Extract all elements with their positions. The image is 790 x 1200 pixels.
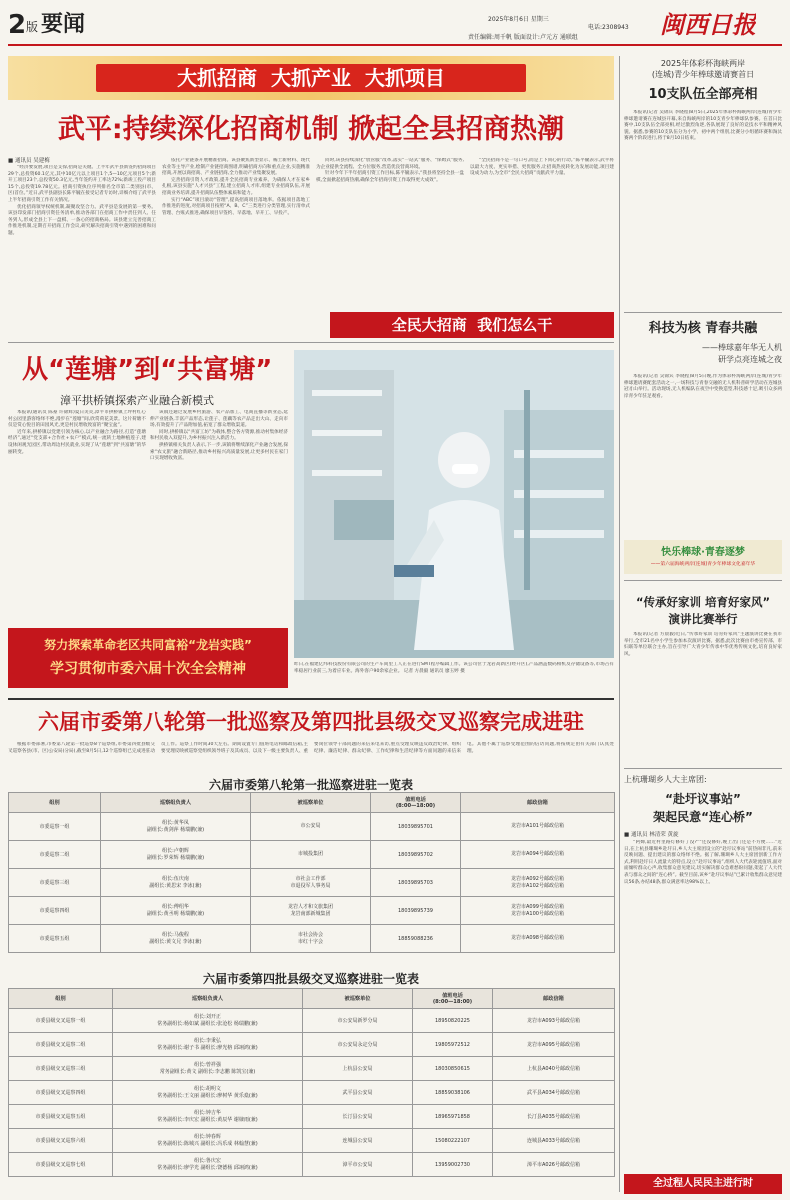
leader-cell: 组长:傅绍华 副组长:黄丞明 杨瑞鹏(兼) xyxy=(101,897,251,925)
right-story1-text: 本报讯(记者 吴锦宾 李晓程)8月5日,2025年体彩杯海峡两岸(连城)青少年棒球邀请赛在连城县开幕,来自海峡两岸的10支青少年棒球队参赛。在首日比赛中,10支队伍全部亮相,经过激烈角逐,各队展现了良好的竞技水平和精神风貌。据悉,参赛的10支队伍分为小学、初中两个组别,比赛分小组循环赛和淘汰赛两个阶段进行,将于8月10日结束。 xyxy=(624,110,782,142)
leader-cell: 组长:曾祥强 常务副组长:黄文 副组长:李志鹏 陈凯宝(兼) xyxy=(113,1057,303,1081)
right-story1-body xyxy=(624,110,782,306)
newspaper-logo: 闽西日报 xyxy=(660,11,756,39)
feature-paragraph: 该镇还通过发展乡村旅游、农产品加工、电商直播等新业态,延伸产业链条,丰富产品形态,让莲子、莲藕等农产品走出大山、走向市场,有效提升了产品附加值,拓宽了群众增收渠道。 xyxy=(150,410,288,429)
unit-cell: 市公安局新罗分局 xyxy=(303,1009,413,1033)
section-title: 要闻 xyxy=(41,12,86,37)
mailbox-cell: 龙岩市A094号邮政信箱 xyxy=(461,841,615,869)
column-header: 巡察组负责人 xyxy=(113,989,303,1009)
unit-name: 龙岩南部新城集团 xyxy=(290,910,331,917)
group-cell: 市委县级交叉巡察四组 xyxy=(9,1081,113,1105)
feature-paragraph: 近年来,拱桥镇以党建引领为核心,以产业融合为路径,打造“莲塘经济”,通过“党支部+合作社+农户”模式,统一流转土地种植莲子,建设休闲观光园区,带动周边村民就业,实现了从“莲塘”到“共富塘”的华丽转变。 xyxy=(8,429,146,455)
leader-cell: 组长:卢朝辉 副组长:罗荣辉 杨瑞鹏(兼) xyxy=(101,841,251,869)
slogan-line-1: 努力探索革命老区共同富裕“龙岩实践” xyxy=(44,638,252,652)
phone-cell: 18039895702 xyxy=(371,841,461,869)
banner-line-2: ——第六届海峡两岸(连城)青少年棒球文化嘉年华 xyxy=(650,562,756,567)
lead-paragraph: “经济要发展,项目是支撑,招商是关键。上半年武平县新签约招商项目29个,总投资60.1亿元,其中10亿元以上项目1个,5—10亿元项目5个;新开工项目23个,总投资50.3亿元,当年签约开工率达72%;新竣工投产项目15个,总投资19.78亿元。招商引资执位序列排名全市第二类别县(市、区)首位。”近日,武平县副县长陈平毓在接受记者专访时,详细介绍了武平县上半年招商引资工作有关情况。 xyxy=(8,165,156,203)
news-photo xyxy=(294,350,614,658)
mailbox-cell: 长汀县A035号邮政信箱 xyxy=(493,1105,615,1129)
mailbox-cell: 龙岩市A099号邮政信箱 龙岩市A100号邮政信箱 xyxy=(461,897,615,925)
phone-cell: 15080222107 xyxy=(413,1129,493,1153)
unit-name: 市城投集团 xyxy=(297,851,323,857)
unit-cell: 长汀县公安局 xyxy=(303,1105,413,1129)
lead-paragraph: “全民招商不是一句口号,而是上下同心的行动。”陈平毓表示,武平将以最大力度、更实举措、更优服务,让招商热度转化为发展动能,项目建设成为动力,为全市“全民大招商”贡献武平力量。 xyxy=(470,158,614,177)
slogan-line-2: 学习贯彻市委六届十次全会精神 xyxy=(50,661,246,677)
unit-cell: 市公安局永定分局 xyxy=(303,1033,413,1057)
column-header: 邮政信箱 xyxy=(461,793,615,813)
masthead-rule xyxy=(8,44,782,46)
group-cell: 市委巡察三组 xyxy=(9,869,101,897)
masthead xyxy=(8,10,782,44)
lead-paragraph: 同时,该县持续深化“放管服”改革,落实“一站式”服务、“保姆式”服务,为企业提供全流程、全方位服务,营造优良营商环境。 xyxy=(316,158,464,170)
column-header: 巡察组负责人 xyxy=(101,793,251,813)
inspection-intro xyxy=(8,742,614,774)
mailbox-cell: 漳平市A026号邮政信箱 xyxy=(493,1153,615,1177)
table-row xyxy=(9,1081,615,1105)
table-row xyxy=(9,1129,615,1153)
unit-cell xyxy=(251,897,371,925)
table-row xyxy=(9,897,615,925)
unit-cell: 漳平市公安局 xyxy=(303,1153,413,1177)
group-cell: 市委县级交叉巡察二组 xyxy=(9,1033,113,1057)
table-row xyxy=(9,1033,615,1057)
right-rule xyxy=(624,580,782,581)
table-row xyxy=(9,1057,615,1081)
leader-cell: 组长:鲁庆宏 常务副组长:廖学光 副组长:饶德杨 邱翊鸿(兼) xyxy=(113,1153,303,1177)
leader-cell: 组长:刘开正 常务副组长:杨如斌 副组长:张沧松 杨瑞鹏(兼) xyxy=(113,1009,303,1033)
phone-cell: 18039895703 xyxy=(371,869,461,897)
unit-name: 市退役军人事务局 xyxy=(290,882,331,889)
campaign-banner xyxy=(8,56,614,100)
table-row xyxy=(9,1009,615,1033)
column-header: 值班电话 (8:00—18:00) xyxy=(413,989,493,1009)
leader-cell: 组长:胡明文 常务副组长:王文丽 副组长:廖树华 黄乐燊(兼) xyxy=(113,1081,303,1105)
right-story4-byline: ■ 通讯员 林清荣 黄旋 xyxy=(624,832,679,838)
page-number: 2 xyxy=(8,10,27,40)
right-column-divider xyxy=(619,56,620,1192)
page-number-suffix: 版 xyxy=(26,20,39,34)
phone-cell: 18039895739 xyxy=(371,897,461,925)
leader-cell: 组长:钟春辉 常务副组长:陈城兴 副组长:冯乐成 林翰慧(兼) xyxy=(113,1129,303,1153)
table-row xyxy=(9,1105,615,1129)
column-header: 邮政信箱 xyxy=(493,989,615,1009)
table2-title: 六届市委第四批县级交叉巡察进驻一览表 xyxy=(202,972,419,986)
right-story4-body xyxy=(624,840,782,1170)
mailbox-cell: 龙岩市A092号邮政信箱 龙岩市A102号邮政信箱 xyxy=(461,869,615,897)
unit-name: 龙岩人才和文旅集团 xyxy=(287,903,333,910)
right-story1-headline: 10支队伍全部亮相 xyxy=(648,87,758,102)
right-story3-headline: “传承好家训 培育好家风” 演讲比赛举行 xyxy=(635,595,771,626)
section-rule xyxy=(8,698,614,700)
feature-paragraph: 拱桥镇相关负责人表示,下一步,该镇将继续深化产业融合发展,探索“农文旅”融合新路径,推动乡村振兴高质量发展,让更多村民在家门口实现增收致富。 xyxy=(150,442,288,462)
feature-paragraph: 同时,拱桥镇以“共富工坊”为载体,整合各方资源,推动村集体经济和村民收入双提升,为乡村振兴注入新活力。 xyxy=(150,429,288,442)
column-rule xyxy=(8,342,614,343)
campaign-slogan: 大抓招商 大抓产业 大抓项目 xyxy=(177,66,445,90)
feature-headline: 从“莲塘”到“共富塘” xyxy=(22,355,273,385)
right-story4-text: “阿婶,最近村里路灯修好了没?”“还没修好,晚上出门还是不方便……”近日,在上杭县珊瑚乡赴圩日,乡人大主席团设立的“赴圩议事站”前热闹非凡,前来反映问题、提出建议的群众络绎不绝。据了解,珊瑚乡人大主席团创新工作方式,利用赴圩日人流量大的特点,设立“赴圩议事站”,组织人大代表轮流值班,面对面倾听群众心声,收集群众意见建议,切实解决群众急难愁盼问题,架起了人大代表与群众之间的“连心桥”。截至目前,该乡“赴圩议事站”已累计收集群众意见建议56条,办结48条,群众满意率达98%以上。 xyxy=(624,840,782,885)
lead-paragraph: 完善招商引资人才政策,提升全民招商专业素养。为确保人才在家乡扎根,该县实施“人才兴县”工程,建立招商人才库,组建专业招商队伍,开展招商业务培训,提升招商队伍整体素质和能力。 xyxy=(162,177,310,196)
inspection-table-2 xyxy=(8,988,615,1177)
leader-cell: 组长:马俊程 副组长:黄文兄 李冰(兼) xyxy=(101,925,251,953)
inspection-headline: 六届市委第八轮第一批巡察及第四批县级交叉巡察完成进驻 xyxy=(38,710,584,734)
lead-paragraph: 依托产业链条开展精准招商。该县聚焦新型显示、稀土新材料、现代农业等主导产业,绘制产业链招商图谱,明确招商方向和重点企业,实施精准招商,开展以商招商、产业链招商,全力推动产业集聚发展。 xyxy=(162,158,310,177)
column-header: 值班电话 (8:00—18:00) xyxy=(371,793,461,813)
right-footer-banner: 全过程人民民主进行时 xyxy=(624,1174,782,1194)
slogan-banner xyxy=(8,628,288,688)
mailbox-cell: 上杭县A040号邮政信箱 xyxy=(493,1057,615,1081)
group-cell: 市委县级交叉巡察一组 xyxy=(9,1009,113,1033)
unit-cell: 武平县公安局 xyxy=(303,1081,413,1105)
inspection-table-1 xyxy=(8,792,615,953)
mailbox-cell: 龙岩市A098号邮政信箱 xyxy=(461,925,615,953)
phone-cell: 18859038106 xyxy=(413,1081,493,1105)
inspection-intro-text: 根据市委部署,市委第八轮第一批巡察8个巡察组,市委第四批县级交叉巡察各县(市、区)公安局(分局),截至8月5日,12个巡察组已完成进驻动员工作。巡察工作时间30天左右。期间设置专门值班电话和邮政信箱,主要受理反映被巡察党组织领导班子及其成员、以及下一级主要负责人、重要岗位领导干部问题的来信来电来访,重点受理反映违反政治纪律、组织纪律、廉洁纪律、群众纪律、工作纪律和生活纪律等方面问题的来信来电。其他不属于巡察受理范围的信访问题,将按规定由有关部门认真处理。 xyxy=(8,742,614,754)
lead-paragraph: 实行“ABC”项目滚动“管理”,提高招商项目落地率。依据项目落地工作推进的进度,对招商项目按照“A、B、C”三类进行分类管理,实行清单式管理、台账式推进,确保项目早签约、早落地、早开工、早投产。 xyxy=(162,197,310,216)
right-story4-headline: “赴圩议事站” 架起民意“连心桥” xyxy=(653,792,753,824)
lead-byline: ■ 通讯员 吴建梅 xyxy=(8,158,50,164)
column-header: 组别 xyxy=(9,989,113,1009)
group-cell: 市委县级交叉巡察五组 xyxy=(9,1105,113,1129)
table-row xyxy=(9,841,615,869)
phone-cell: 13959002730 xyxy=(413,1153,493,1177)
right-rule xyxy=(624,312,782,313)
leader-cell: 组长:伍庆南 副组长:黄思宋 李冰(兼) xyxy=(101,869,251,897)
mailbox-cell: 龙岩市A095号邮政信箱 xyxy=(493,1033,615,1057)
table-header-row xyxy=(9,989,615,1009)
mailbox-cell: 龙岩市A093号邮政信箱 xyxy=(493,1009,615,1033)
table-row xyxy=(9,1153,615,1177)
mailbox-cell: 武平县A034号邮政信箱 xyxy=(493,1081,615,1105)
unit-cell xyxy=(251,841,371,869)
feature-subhead: 漳平拱桥镇探索产业融合新模式 xyxy=(60,394,214,407)
group-cell: 市委县级交叉巡察六组 xyxy=(9,1129,113,1153)
right-kicker: 2025年体彩杯海峡两岸 (连城)青少年棒球邀请赛首日 xyxy=(651,59,755,79)
unit-name: 市公安局 xyxy=(300,823,321,829)
column-header: 组别 xyxy=(9,793,101,813)
group-cell: 市委巡察五组 xyxy=(9,925,101,953)
table-row xyxy=(9,869,615,897)
right-story2-banner xyxy=(624,540,782,574)
phone-line: 电话:2308943 xyxy=(588,24,629,31)
leader-cell: 组长:钟吉华 常务副组长:李庆宏 副组长:黄辰华 谢棣雨(兼) xyxy=(113,1105,303,1129)
unit-cell: 上杭县公安局 xyxy=(303,1057,413,1081)
right-story2-subhead: ——棒球嘉年华无人机 研学点亮连城之夜 xyxy=(702,343,782,364)
right-story2-headline: 科技为核 青春共融 xyxy=(648,321,758,336)
editor-line: 责任编辑:周千帆 版面设计:卢元方 通联组 xyxy=(468,34,578,41)
lead-column-4 xyxy=(470,158,614,308)
phone-cell: 19805972512 xyxy=(413,1033,493,1057)
group-cell: 市委巡察四组 xyxy=(9,897,101,925)
right-story3-text: 本报讯(记者 方晨毅)近日,“传承好家训 培育好家风”主题演讲比赛在我市举行,全市21名中小学生参加本次演讲比赛。据悉,此次比赛由市委宣传部、市妇联等单位联合主办,旨在引导广大青少年传承中华优秀传统文化,培育良好家风。 xyxy=(624,632,782,657)
lead-column-3 xyxy=(316,158,464,308)
unit-name: 市红十字会 xyxy=(297,938,323,945)
lead-column-2 xyxy=(162,158,310,326)
unit-name: 市社会工作部 xyxy=(295,875,326,882)
table1-title: 六届市委第八轮第一批巡察进驻一览表 xyxy=(208,778,413,792)
group-cell: 市委县级交叉巡察三组 xyxy=(9,1057,113,1081)
table-row xyxy=(9,925,615,953)
leader-cell: 组长:李秉弘 常务副组长:谢子书 副组长:廖光榕 邱翊鸿(兼) xyxy=(113,1033,303,1057)
lead-column-1 xyxy=(8,165,156,321)
table-row xyxy=(9,813,615,841)
group-cell: 市委巡察一组 xyxy=(9,813,101,841)
column-header: 被巡察单位 xyxy=(251,793,371,813)
photo-caption xyxy=(294,662,614,692)
mailbox-cell: 连城县A033号邮政信箱 xyxy=(493,1129,615,1153)
column-header: 被巡察单位 xyxy=(303,989,413,1009)
photo-credit: 记者 方晨毅 通讯员 廖玉婷 摄 xyxy=(403,668,465,674)
mailbox-cell: 龙岩市A101号邮政信箱 xyxy=(461,813,615,841)
unit-cell xyxy=(251,869,371,897)
right-story3-body xyxy=(624,632,782,762)
feature-paragraph: 本报讯(通讯员 陈豪 许锦辉)夏日炎炎,漳平市拱桥镇上坪村红心村公园里游客络绎不绝,漫步在“莲塘”间,欣赏荷花美景。这片荷塘不仅是赏心悦目的田园风光,更是村民增收致富的“聚宝盆”。 xyxy=(8,410,146,429)
feature-column-1 xyxy=(8,410,146,626)
unit-cell: 连城县公安局 xyxy=(303,1129,413,1153)
phone-cell: 18030850615 xyxy=(413,1057,493,1081)
table-header-row xyxy=(9,793,615,813)
unit-cell xyxy=(251,813,371,841)
lead-slogan-box: 全民大招商 我们怎么干 xyxy=(330,312,614,338)
date-line: 2025年8月6日 星期三 xyxy=(488,16,549,23)
unit-name: 市社会协会 xyxy=(297,931,323,938)
lead-paragraph: 针对今年下半年招商引资工作目标,陈平毓表示,“我县将坚持全县一盘棋,全面掀起招商热潮,确保全年招商引资工作取得更大成效”。 xyxy=(316,171,464,183)
unit-cell xyxy=(251,925,371,953)
banner-line-1: 快乐棒球·青春逐梦 xyxy=(661,547,745,558)
group-cell: 市委巡察二组 xyxy=(9,841,101,869)
right-rule xyxy=(624,768,782,769)
leader-cell: 组长:黄华凤 副组长:黄剑萍 杨瑞鹏(兼) xyxy=(101,813,251,841)
phone-cell: 18859088236 xyxy=(371,925,461,953)
right-story2-body xyxy=(624,374,782,538)
right-story4-kicker: 上杭珊瑚乡人大主席团: xyxy=(624,775,707,784)
photo-caption-text: 昨日,在福建亿纬科技股份有限公司的生产车间里工人正在进行SMT程序编辑工作。该公司位于龙岩高新区(经开区),产品涵盖数码相机及存储设备等,市场占有率稳居行业前三,为着应车业。海外客户90余家企业。 xyxy=(294,662,614,674)
group-cell: 市委县级交叉巡察七组 xyxy=(9,1153,113,1177)
phone-cell: 18965971858 xyxy=(413,1105,493,1129)
phone-cell: 18039895701 xyxy=(371,813,461,841)
lead-headline: 武平:持续深化招商机制 掀起全县招商热潮 xyxy=(57,114,565,145)
lead-paragraph: 优化招商领导权统机制,凝聚攻坚合力。武平县是发展的第一要务。该县印发部门招商引资任务清单,推动各部门在招商工作中责任到人、任务到人,形成全县上下一盘棋、一条心的招商格局。该县建立完善招商工作推进机制,定期召开招商工作会议,研究解决招商引资中遇到的困难和问题。 xyxy=(8,204,156,236)
feature-column-2 xyxy=(150,410,288,626)
factory-worker-photo xyxy=(294,350,614,658)
right-story2-text: 本报讯(记者 吴锦宾 李晓程)8月5日晚,作为体彩杯海峡两岸(连城)青少年棒球邀请赛配套活动之一,一场科技与青春交融的无人机科普研学活动在连城县冠豸山举行。活动现场,无人机编队在夜空中变换造型,科技感十足,吸引众多两岸青少年驻足观看。 xyxy=(624,374,782,399)
phone-cell: 18950820225 xyxy=(413,1009,493,1033)
